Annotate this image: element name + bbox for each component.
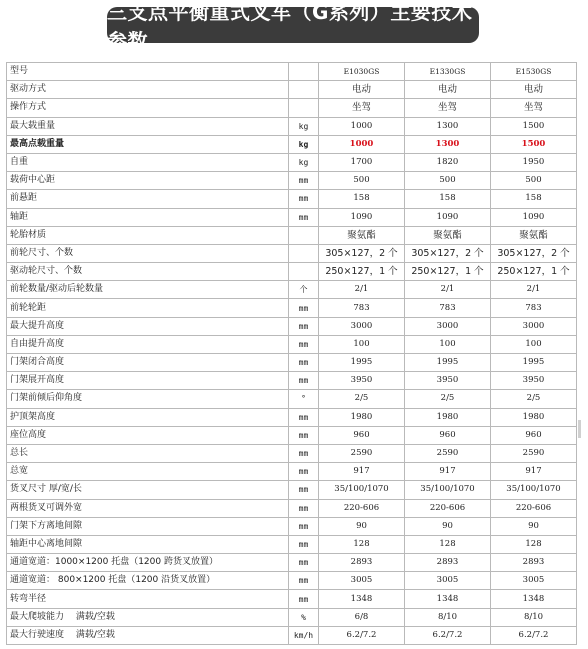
cell-model-3: 电动 [491,81,577,99]
row-unit: mm [289,426,319,444]
row-label: 自重 [7,153,289,171]
row-unit: mm [289,499,319,517]
row-unit: mm [289,208,319,226]
cell-model-1: 1090 [319,208,405,226]
row-unit [289,99,319,117]
cell-model-2: 128 [405,535,491,553]
cell-model-2: 1300 [405,135,491,153]
cell-model-2: 250×127，1 个 [405,263,491,281]
cell-model-1: 6.2/7.2 [319,626,405,644]
row-unit: mm [289,572,319,590]
cell-model-1: 1348 [319,590,405,608]
cell-model-2: 8/10 [405,608,491,626]
table-row [7,135,577,153]
table-row [7,608,577,626]
row-label: 自由提升高度 [7,335,289,353]
cell-model-2: 3000 [405,317,491,335]
cell-model-3: 250×127，1 个 [491,263,577,281]
row-label: 门架下方离地间隙 [7,517,289,535]
cell-model-3: 1348 [491,590,577,608]
row-label: 前轮尺寸、个数 [7,244,289,262]
cell-model-1: 坐驾 [319,99,405,117]
cell-model-2: 聚氨酯 [405,226,491,244]
cell-model-2: 坐驾 [405,99,491,117]
table-row [7,117,577,135]
cell-model-2: 2893 [405,554,491,572]
row-unit: mm [289,554,319,572]
table-row [7,390,577,408]
row-unit: mm [289,463,319,481]
table-row [7,590,577,608]
row-unit: mm [289,317,319,335]
cell-model-3: 2590 [491,444,577,462]
cell-model-2: 100 [405,335,491,353]
row-label: 载荷中心距 [7,172,289,190]
row-label: 门架前倾后仰角度 [7,390,289,408]
row-label: 货叉尺寸 厚/宽/长 [7,481,289,499]
row-unit [289,244,319,262]
table-row [7,281,577,299]
table-row [7,517,577,535]
cell-model-3: 3950 [491,372,577,390]
table-row [7,226,577,244]
cell-model-3: 1980 [491,408,577,426]
cell-model-2: 158 [405,190,491,208]
table-row [7,81,577,99]
table-row [7,190,577,208]
cell-model-1: 1700 [319,153,405,171]
cell-model-3: 2893 [491,554,577,572]
cell-model-3: 坐驾 [491,99,577,117]
table-row [7,99,577,117]
row-label: 前悬距 [7,190,289,208]
row-label: 型号 [7,63,289,81]
cell-model-1: 500 [319,172,405,190]
table-row [7,572,577,590]
row-label: 门架闭合高度 [7,354,289,372]
cell-model-2: 2590 [405,444,491,462]
cell-model-2: 220-606 [405,499,491,517]
page-title: 三支点平衡重式叉车（G系列）主要技术参数 [107,7,479,43]
cell-model-3: 917 [491,463,577,481]
cell-model-2: 783 [405,299,491,317]
table-row [7,317,577,335]
row-label: 前轮轮距 [7,299,289,317]
cell-model-3: 6.2/7.2 [491,626,577,644]
cell-model-3: 2/5 [491,390,577,408]
cell-model-1: 1995 [319,354,405,372]
cell-model-1: 100 [319,335,405,353]
table-row [7,535,577,553]
cell-model-3: 100 [491,335,577,353]
row-label: 两根货叉可调外宽 [7,499,289,517]
row-unit: mm [289,172,319,190]
row-label: 总长 [7,444,289,462]
cell-model-3: 1500 [491,117,577,135]
table-row [7,153,577,171]
table-row [7,554,577,572]
row-label: 轴距 [7,208,289,226]
cell-model-3: 35/100/1070 [491,481,577,499]
cell-model-1: 6/8 [319,608,405,626]
table-row [7,244,577,262]
cell-model-1: 电动 [319,81,405,99]
cell-model-3: 8/10 [491,608,577,626]
table-row [7,463,577,481]
cell-model-3: 1500 [491,135,577,153]
cell-model-2: 917 [405,463,491,481]
row-label: 驱动轮尺寸、个数 [7,263,289,281]
table-row [7,335,577,353]
row-unit: mm [289,299,319,317]
row-label: 最高点载重量 [7,135,289,153]
cell-model-1: 3005 [319,572,405,590]
row-unit: mm [289,372,319,390]
row-label: 最大爬坡能力 满载/空载 [7,608,289,626]
row-unit: kg [289,135,319,153]
cell-model-2: 1820 [405,153,491,171]
cell-model-3: 1995 [491,354,577,372]
cell-model-1: 2/1 [319,281,405,299]
cell-model-3: 783 [491,299,577,317]
cell-model-3: 3005 [491,572,577,590]
cell-model-1: 960 [319,426,405,444]
row-unit: mm [289,190,319,208]
row-label: 最大提升高度 [7,317,289,335]
row-label: 轴距中心离地间隙 [7,535,289,553]
table-row [7,626,577,644]
row-label: 通道宽道： 800×1200 托盘（1200 沿货叉放置） [7,572,289,590]
cell-model-3: 1950 [491,153,577,171]
cell-model-1: 220-606 [319,499,405,517]
row-unit: % [289,608,319,626]
cell-model-1: 250×127，1 个 [319,263,405,281]
cell-model-1: 158 [319,190,405,208]
cell-model-3: 90 [491,517,577,535]
table-row [7,499,577,517]
row-unit: ° [289,390,319,408]
cell-model-3: 聚氨酯 [491,226,577,244]
cell-model-3: 220-606 [491,499,577,517]
row-label: 转弯半径 [7,590,289,608]
cell-model-2: 305×127，2 个 [405,244,491,262]
cell-model-1: 35/100/1070 [319,481,405,499]
row-unit [289,81,319,99]
row-unit: 个 [289,281,319,299]
row-label: 最大行驶速度 满载/空载 [7,626,289,644]
row-unit: mm [289,535,319,553]
table-row [7,354,577,372]
row-label: 总宽 [7,463,289,481]
row-label: 护顶架高度 [7,408,289,426]
cell-model-2: 1980 [405,408,491,426]
cell-model-1: 90 [319,517,405,535]
cell-model-1: 917 [319,463,405,481]
cell-model-2: 3005 [405,572,491,590]
cell-model-3: 500 [491,172,577,190]
cell-model-3: 158 [491,190,577,208]
cell-model-1: 3000 [319,317,405,335]
row-unit: mm [289,590,319,608]
cell-model-3: E1530GS [491,63,577,81]
cell-model-2: 2/1 [405,281,491,299]
table-row [7,481,577,499]
row-unit: mm [289,354,319,372]
row-unit: mm [289,408,319,426]
table-row [7,263,577,281]
table-row [7,299,577,317]
table-row [7,63,577,81]
row-unit: mm [289,335,319,353]
table-row [7,426,577,444]
row-unit: mm [289,444,319,462]
row-label: 前轮数量/驱动后轮数量 [7,281,289,299]
row-label: 最大载重量 [7,117,289,135]
row-unit: kg [289,117,319,135]
cell-model-3: 128 [491,535,577,553]
cell-model-2: 1090 [405,208,491,226]
row-unit [289,263,319,281]
cell-model-1: 1000 [319,117,405,135]
cell-model-1: 2/5 [319,390,405,408]
cell-model-2: 6.2/7.2 [405,626,491,644]
row-unit [289,226,319,244]
cell-model-2: E1330GS [405,63,491,81]
row-label: 通道宽道：1000×1200 托盘（1200 跨货叉放置） [7,554,289,572]
spec-table [6,62,577,645]
scrollbar-thumb[interactable] [578,420,581,438]
cell-model-2: 500 [405,172,491,190]
cell-model-1: 聚氨酯 [319,226,405,244]
cell-model-1: 3950 [319,372,405,390]
cell-model-2: 电动 [405,81,491,99]
cell-model-1: 305×127，2 个 [319,244,405,262]
cell-model-1: 2893 [319,554,405,572]
row-label: 操作方式 [7,99,289,117]
row-unit: km/h [289,626,319,644]
cell-model-2: 3950 [405,372,491,390]
table-row [7,172,577,190]
cell-model-1: 783 [319,299,405,317]
cell-model-1: 2590 [319,444,405,462]
cell-model-2: 1995 [405,354,491,372]
cell-model-3: 960 [491,426,577,444]
cell-model-2: 1300 [405,117,491,135]
cell-model-2: 2/5 [405,390,491,408]
row-label: 驱动方式 [7,81,289,99]
cell-model-2: 90 [405,517,491,535]
cell-model-3: 1090 [491,208,577,226]
cell-model-2: 1348 [405,590,491,608]
table-row [7,408,577,426]
cell-model-3: 3000 [491,317,577,335]
cell-model-2: 960 [405,426,491,444]
row-label: 门架展开高度 [7,372,289,390]
row-unit: mm [289,517,319,535]
row-unit [289,63,319,81]
table-row [7,208,577,226]
row-unit: kg [289,153,319,171]
cell-model-1: 1980 [319,408,405,426]
cell-model-3: 2/1 [491,281,577,299]
cell-model-1: 1000 [319,135,405,153]
cell-model-2: 35/100/1070 [405,481,491,499]
table-row [7,372,577,390]
row-unit: mm [289,481,319,499]
row-label: 座位高度 [7,426,289,444]
cell-model-1: E1030GS [319,63,405,81]
cell-model-1: 128 [319,535,405,553]
table-row [7,444,577,462]
row-label: 轮胎材质 [7,226,289,244]
cell-model-3: 305×127，2 个 [491,244,577,262]
